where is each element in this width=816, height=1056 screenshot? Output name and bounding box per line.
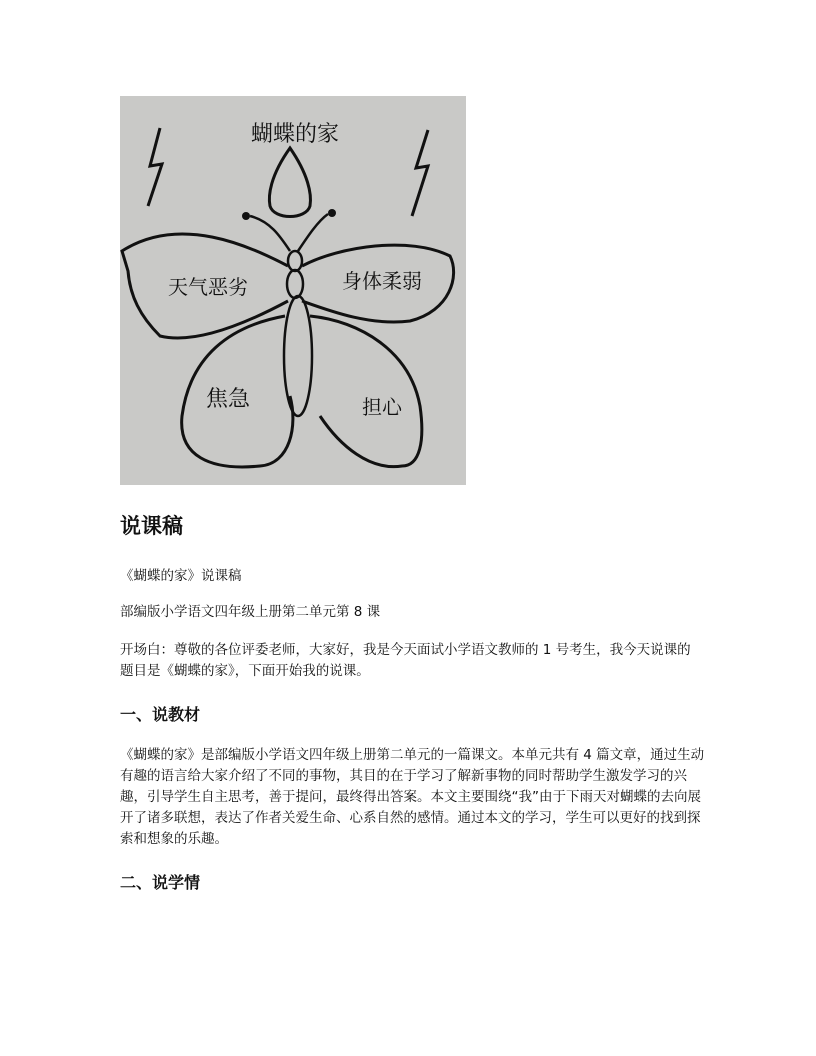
section-teaching-material-title: 一、说教材 <box>120 705 201 724</box>
bottom-right-wing <box>310 316 422 467</box>
butterfly-sketch <box>120 96 466 485</box>
right-antenna <box>298 214 328 251</box>
section-students-title: 二、说学情 <box>120 873 201 892</box>
label-worried: 担心 <box>362 395 402 419</box>
section-teaching-material-body: 《蝴蝶的家》是部编版小学语文四年级上册第二单元的一篇课文。本单元共有 4 篇文章，通过生动有趣的语言给大家介绍了不同的事物，其目的在于学习了解新事物的同时帮助学生激发学习的兴趣，引导学生自主思考，善于提问，最终得出答案。本文主要围绕“我”由于下雨天对蝴蝶的去向展开了诸多联想，表达了作者关爱生命、心系自然的感情。通过本文的学习，学生可以更好的找到探索和想象的乐趣。 <box>120 747 705 847</box>
butterfly-body <box>284 296 312 416</box>
raindrop-icon <box>269 148 310 217</box>
opening-paragraph: 开场白：尊敬的各位评委老师，大家好，我是今天面试小学语文教师的 1 号考生，我今天说课的题目是《蝴蝶的家》，下面开始我的说课。 <box>120 642 691 679</box>
butterfly-drawing <box>120 96 466 485</box>
right-lightning-icon <box>412 130 428 216</box>
label-anxious: 焦急 <box>205 387 251 412</box>
label-weak-body: 身体柔弱 <box>342 269 422 293</box>
left-lightning-icon <box>148 128 162 206</box>
document-heading: 说课稿 <box>120 514 183 538</box>
left-antenna <box>250 216 290 251</box>
course-info: 部编版小学语文四年级上册第二单元第 8 课 <box>120 604 381 620</box>
document-subtitle: 《蝴蝶的家》说课稿 <box>120 568 242 584</box>
drawing-title: 蝴蝶的家 <box>250 122 340 147</box>
label-bad-weather: 天气恶劣 <box>168 275 248 299</box>
